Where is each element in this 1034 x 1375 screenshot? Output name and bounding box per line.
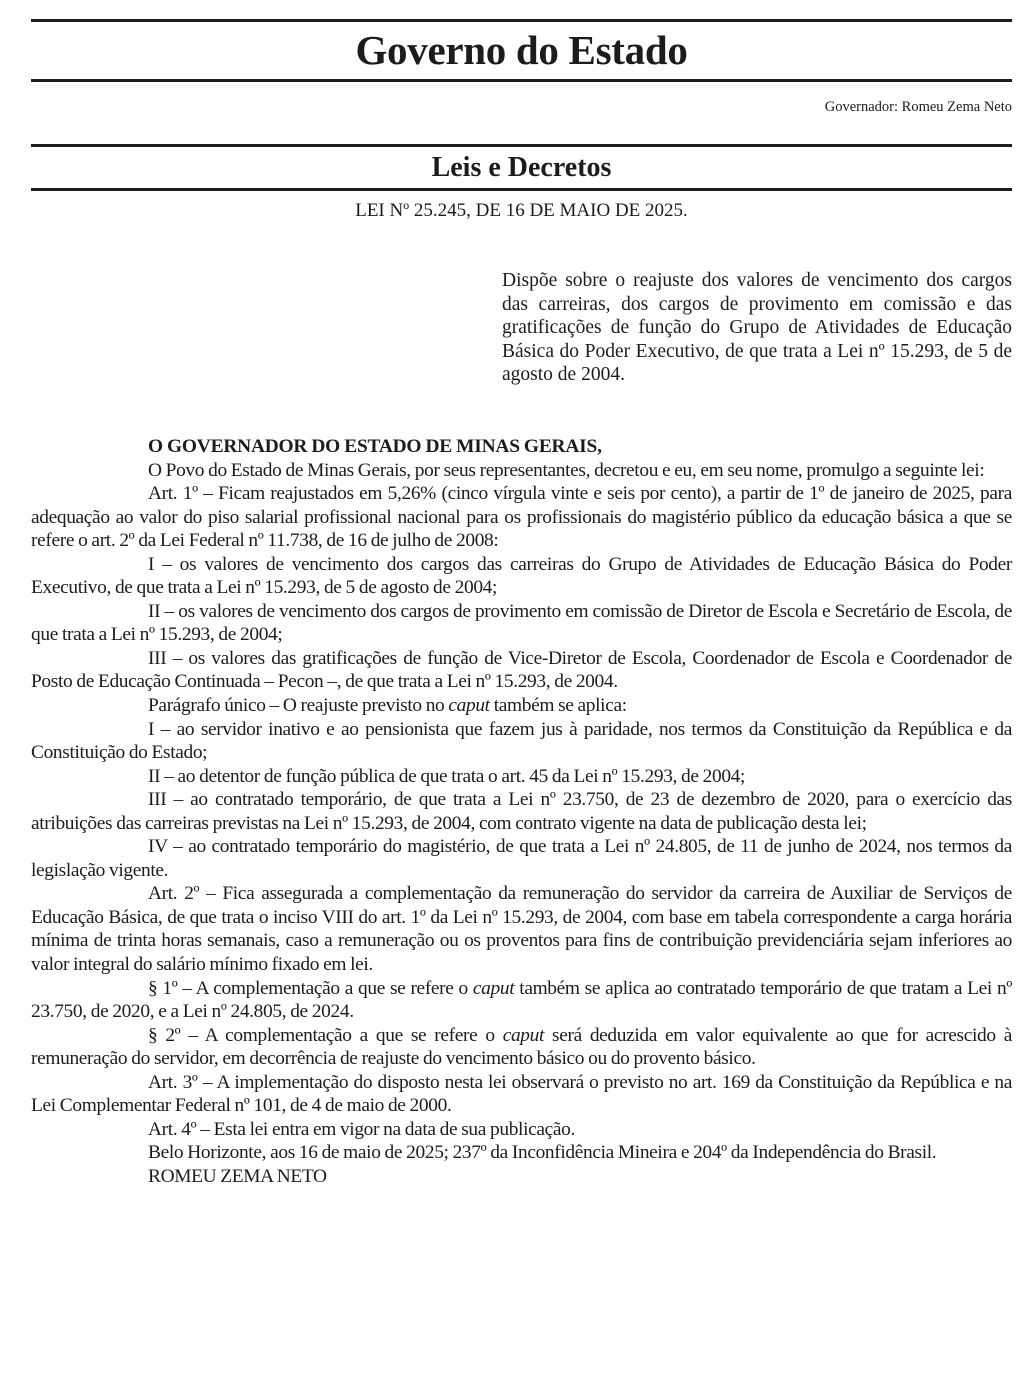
masthead-bottom-rule [31,79,1012,82]
art-1-inciso-i: I – os valores de vencimento dos cargos das carreiras do Grupo de Atividades de Educação Básica do Poder Executivo, de que trata a Lei nº 15.293, de 5 de agosto de 2004; [31,553,1012,599]
opening-formula: O GOVERNADOR DO ESTADO DE MINAS GERAIS, [148,436,602,457]
art-2-caput: Art. 2º – Fica assegurada a complementação da remuneração do servidor da carreira de Auxiliar de Serviços de Educação Básica, de que trata o inciso VIII do art. 1º da Lei nº 15.293, de 2004, com base em tabela correspondente a carga horária mínima de trinta horas semanais, caso a remuneração ou os proventos para fins de contribuição previdenciária sejam inferiores ao valor integral do salário mínimo fixado em lei. [31,883,1012,976]
masthead-top-rule [31,19,1012,22]
caput-italic: caput [472,977,515,999]
closing-place-date: Belo Horizonte, aos 16 de maio de 2025; 237º da Inconfidência Mineira e 204º da Independência do Brasil. [148,1142,937,1164]
text-span: Parágrafo único – O reajuste previsto no [148,695,449,717]
art-1-caput: Art. 1º – Ficam reajustados em 5,26% (cinco vírgula vinte e seis por cento), a partir de 1º de janeiro de 2025, para adequação ao valor do piso salarial profissional nacional para os profissionais do magistério público da educação básica a que se refere o art. 2º da Lei Federal nº 11.738, de 16 de julho de 2008: [31,483,1012,552]
art-2-paragrafo-1 [31,977,1012,1024]
caput-italic: caput [448,695,490,717]
section-top-rule [31,144,1012,147]
art-4: Art. 4º – Esta lei entra em vigor na data de sua publicação. [148,1118,575,1140]
signature: ROMEU ZEMA NETO [148,1165,327,1187]
law-body [31,435,1012,1189]
law-ementa: Dispõe sobre o reajuste dos valores de vencimento dos cargos das carreiras, dos cargos de provimento em comissão e das gratificações de função do Grupo de Atividades de Educação Básica do Poder Executivo, de que trata a Lei nº 15.293, de 5 de agosto de 2004. [502,270,1012,386]
art-2-paragrafo-2 [31,1024,1012,1071]
text-span: § 2º – A complementação a que se refere o [148,1024,503,1046]
law-number-heading: LEI Nº 25.245, DE 16 DE MAIO DE 2025. [355,200,688,221]
governor-line: Governador: Romeu Zema Neto [824,99,1012,115]
art-1-paragrafo-unico [31,694,1012,718]
masthead-title: Governo do Estado [355,27,688,73]
art-1-inciso-ii: II – os valores de vencimento dos cargos de provimento em comissão de Diretor de Escola e Secretário de Escola, de que trata a Lei nº 15.293, de 2004; [31,600,1012,646]
art-3: Art. 3º – A implementação do disposto nesta lei observará o previsto no art. 169 da Constituição da República e na Lei Complementar Federal nº 101, de 4 de maio de 2000. [31,1071,1012,1117]
section-title: Leis e Decretos [431,152,612,183]
section-bottom-rule [31,188,1012,191]
text-span: também se aplica ao contratado temporário de que tratam a Lei nº 23.750, de 2020, e a Lei nº 24.805, de 2024. [31,977,1012,1023]
art-1-inciso-iii: III – os valores das gratificações de função de Vice-Diretor de Escola, Coordenador de Escola e Coordenador de Posto de Educação Continuada – Pecon –, de que trata a Lei nº 15.293, de 2004. [31,647,1012,693]
paragrafo-inciso-iii: III – ao contratado temporário, de que trata a Lei nº 23.750, de 23 de dezembro de 2020, para o exercício das atribuições das carreiras previstas na Lei nº 15.293, de 2004, com contrato vigente na data de publicação desta lei; [31,789,1012,834]
caput-italic: caput [502,1024,545,1046]
preamble: O Povo do Estado de Minas Gerais, por seus representantes, decretou e eu, em seu nome, promulgo a seguinte lei: [148,459,985,481]
paragrafo-inciso-iv: IV – ao contratado temporário do magistério, de que trata a Lei nº 24.805, de 11 de junho de 2024, nos termos da legislação vigente. [31,836,1012,881]
text-span: também se aplica: [489,695,627,717]
paragrafo-inciso-i: I – ao servidor inativo e ao pensionista que fazem jus à paridade, nos termos da Constituição da República e da Constituição do Estado; [31,718,1012,764]
text-span: será deduzida em valor equivalente ao que for acrescido à remuneração do servidor, em decorrência de reajuste do vencimento básico ou do provento básico. [31,1024,1012,1070]
text-span: § 1º – A complementação a que se refere o [148,977,473,999]
paragrafo-inciso-ii: II – ao detentor de função pública de que trata o art. 45 da Lei nº 15.293, de 2004; [148,765,746,787]
